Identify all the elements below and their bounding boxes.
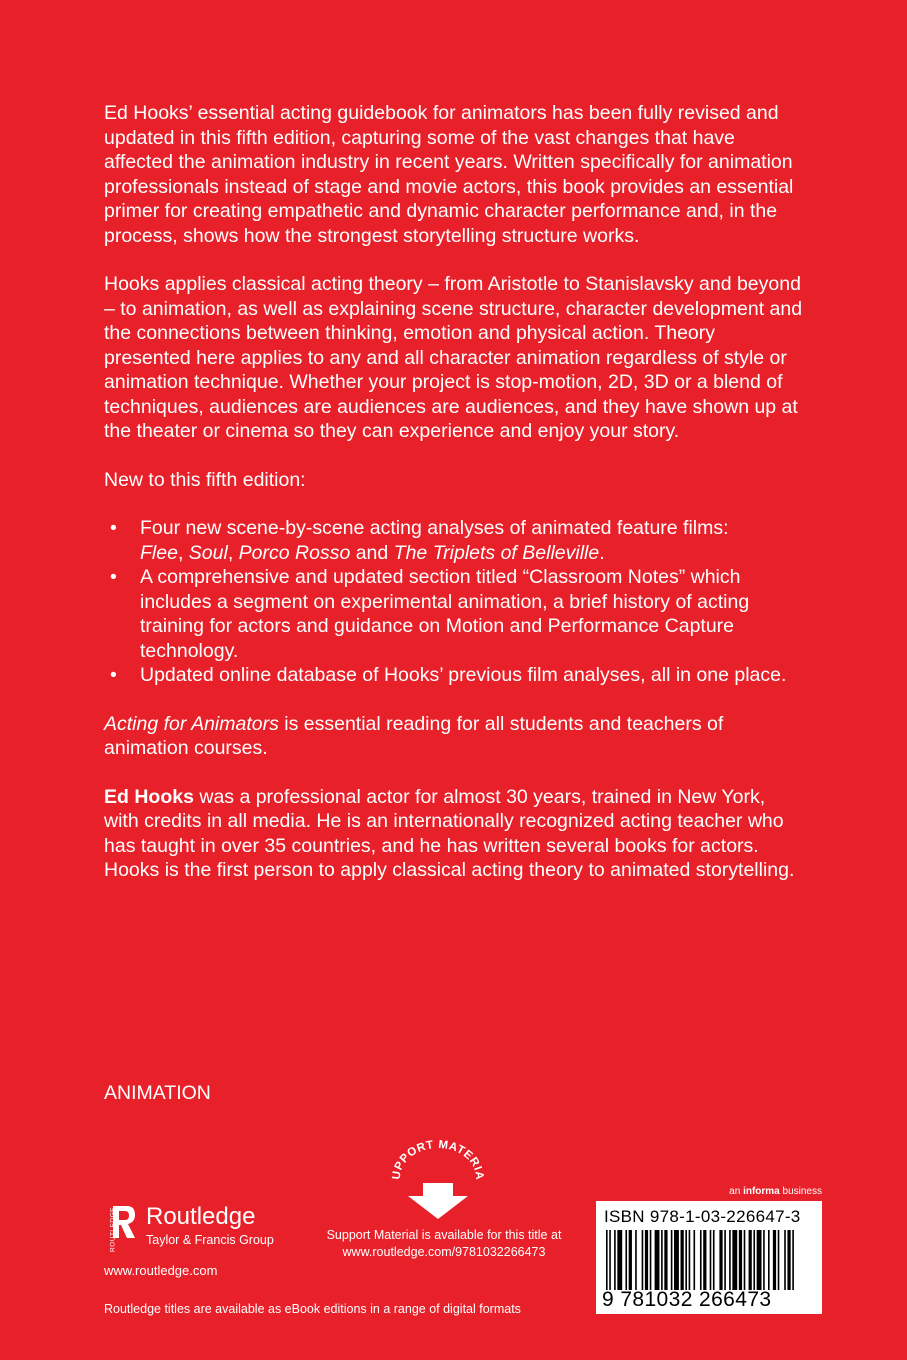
film-title: Soul — [188, 541, 228, 564]
barcode-bar — [773, 1230, 776, 1290]
barcode-bar — [787, 1230, 790, 1290]
logo-side-text: ROUTLEDGE — [109, 1207, 117, 1252]
barcode-bar — [625, 1230, 627, 1290]
barcode-bar — [729, 1230, 731, 1290]
barcode-bar — [719, 1230, 722, 1290]
barcode-bar — [645, 1230, 648, 1290]
reading-paragraph: Acting for Animators is essential reading for all students and teachers of animation courses. — [104, 712, 724, 759]
barcode-bar — [732, 1230, 737, 1290]
publisher-website: www.routledge.com — [104, 1263, 218, 1278]
barcode-bar — [713, 1230, 715, 1290]
barcode-bar — [768, 1230, 770, 1290]
description-paragraph: Ed Hooks’ essential acting guidebook for animators has been fully revised and updated in this fifth edition, capturing some of the vast changes that have affected the animation industry in recent years. Written specifically for animation professionals instead of stage and movie actors, this book provides an essential primer for creating empathetic and dynamic character performance and, in the process, shows how the strongest storytelling structure works. — [104, 102, 794, 247]
barcode-bar — [784, 1230, 786, 1290]
publisher-group: Taylor & Francis Group — [146, 1233, 274, 1247]
list-item: • Four new scene-by-scene acting analyses of animated feature films: Flee, Soul, Porco Rosso and The Triplets of Belleville. — [110, 517, 729, 564]
informa-label: an informa business — [729, 1186, 822, 1197]
bullet-icon: • — [110, 664, 117, 686]
author-bio: Ed Hooks was a professional actor for almost 30 years, trained in New York, with credits in all media. He is an internationally recognized acting teacher who has taught in over 35 countries, and he has written several books for actors. Hooks is the first person to apply classical acting theory to animated storytelling. — [104, 785, 795, 881]
description-paragraph: Hooks applies classical acting theory – from Aristotle to Stanislavsky and beyond – to animation, as well as explaining scene structure, character development and the connections between thinking, emotion and physical action. Theory presented here applies to any and all character animation regardless of style or animation technique. Whether your project is stop-motion, 2D, 3D or a blend of techniques, audiences are audiences are audiences, and they have shown up at the theater or cinema so they can experience and enjoy your story. — [104, 273, 803, 442]
barcode-bar — [703, 1230, 706, 1290]
barcode-bar — [724, 1230, 726, 1290]
isbn-barcode — [596, 1201, 822, 1314]
isbn-text: ISBN 978-1-03-226647-3 — [604, 1207, 801, 1226]
barcode-bar — [674, 1230, 679, 1290]
barcode-bar — [693, 1230, 695, 1290]
barcode-bar — [609, 1230, 611, 1290]
barcode-bar — [710, 1230, 712, 1290]
support-badge-text: UPPORT MATERIA — [390, 1138, 486, 1181]
routledge-r-icon — [104, 1204, 136, 1258]
barcode-bars — [606, 1230, 812, 1290]
bullet-icon: • — [110, 566, 117, 588]
barcode-bar — [650, 1230, 652, 1290]
svg-text:SUPPORT MATERIAL — [388, 1136, 485, 1181]
barcode-bar — [685, 1230, 687, 1290]
support-url: www.routledge.com/9781032266473 — [342, 1244, 546, 1259]
film-title: Porco Rosso — [238, 541, 351, 564]
list-item: • A comprehensive and updated section titled “Classroom Notes” which includes a segment on experimental animation, a brief history of acting training for actors and guidance on Motion and Performance Capture technology. — [110, 566, 750, 662]
ebook-note: Routledge titles are available as eBook editions in a range of digital formats — [104, 1302, 521, 1316]
list-item: • Updated online database of Hooks’ previous film analyses, all in one place. — [110, 664, 787, 686]
barcode-bar — [664, 1230, 667, 1290]
barcode-bar — [739, 1230, 742, 1290]
barcode-bar — [606, 1230, 608, 1290]
routledge-logo — [104, 1204, 274, 1258]
book-title: Acting for Animators — [104, 712, 279, 735]
barcode-bar — [635, 1230, 637, 1290]
new-features-list — [104, 516, 804, 688]
film-title: Flee — [140, 541, 178, 564]
support-material-icon — [388, 1136, 488, 1220]
barcode-bar — [744, 1230, 746, 1290]
barcode-bar — [655, 1230, 660, 1290]
barcode-bar — [753, 1230, 755, 1290]
barcode-bar — [749, 1230, 752, 1290]
barcode-bar — [778, 1230, 780, 1290]
barcode-bar — [642, 1230, 644, 1290]
author-name: Ed Hooks — [104, 785, 194, 808]
subject-category: ANIMATION — [104, 1082, 211, 1104]
bullet-icon: • — [110, 517, 117, 539]
barcode-bar — [661, 1230, 663, 1290]
barcode-bar — [689, 1230, 691, 1290]
barcode-bar — [629, 1230, 632, 1290]
barcode-bar — [617, 1230, 622, 1290]
barcode-bar — [614, 1230, 616, 1290]
barcode-bar — [757, 1230, 762, 1290]
publisher-name: Routledge — [146, 1203, 256, 1230]
film-title: The Triplets of Belleville — [393, 541, 600, 564]
barcode-bar — [671, 1230, 673, 1290]
barcode-bar — [700, 1230, 702, 1290]
barcode-bar — [681, 1230, 684, 1290]
new-edition-heading: New to this fifth edition: — [104, 468, 306, 491]
back-cover-description — [104, 101, 804, 883]
barcode-bar — [792, 1230, 794, 1290]
barcode-bar — [763, 1230, 765, 1290]
barcode-number: 9 781032 266473 — [602, 1288, 772, 1311]
support-material-note: Support Material is available for this title at www.routledge.com/9781032266473 — [314, 1227, 574, 1260]
